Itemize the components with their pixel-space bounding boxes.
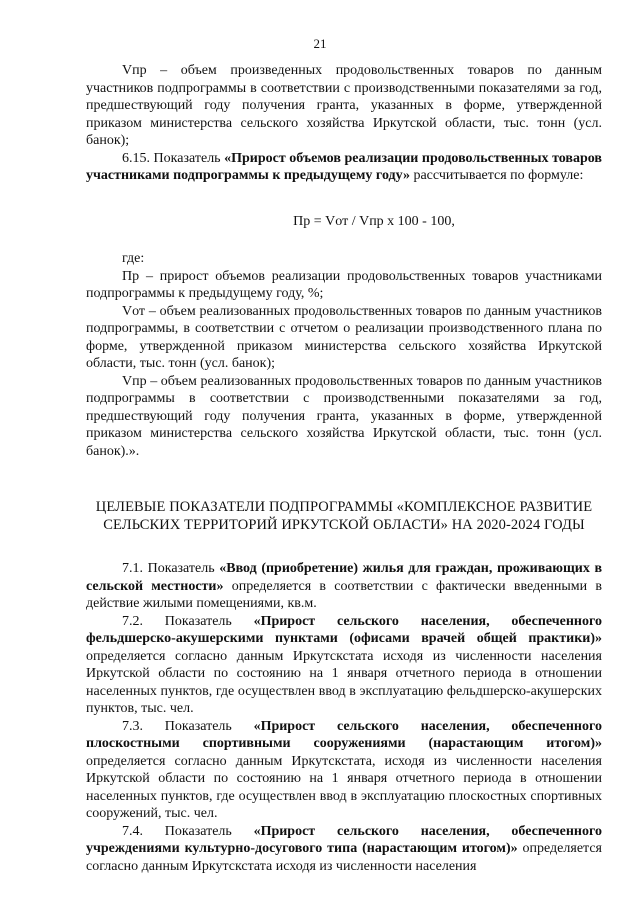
section-heading: ЦЕЛЕВЫЕ ПОКАЗАТЕЛИ ПОДПРОГРАММЫ «КОМПЛЕКСНОЕ РАЗВИТИЕ СЕЛЬСКИХ ТЕРРИТОРИЙ ИРКУТСКОЙ ОБЛАСТИ» НА 2020-2024 ГОДЫ bbox=[95, 499, 593, 533]
definition-vot: Vот – объем реализованных продовольственных товаров по данным участников подпрограммы, в соответствии с отчетом о реализации производственного плана по форме, утвержденной приказом министерства сельского хозяйства Иркутской области, тыс. тонн (усл. банок); bbox=[86, 303, 602, 371]
item-7-4 bbox=[86, 823, 602, 876]
definition-vpr: Vпр – объем реализованных продовольственных товаров по данным участников подпрограммы в соответствии с производственными показателями за год, предшествующий году получения гранта, указанных в форме, утвержденной приказом министерства сельского хозяйства Иркутской области, тыс. тонн (усл. банок).». bbox=[86, 373, 602, 459]
item-7-2-title: «Прирост сельского населения, обеспеченного фельдшерско-акушерскими пунктами (офисами врачей общей практики)» bbox=[86, 613, 603, 646]
item-7-4-prefix: 7.4. Показатель bbox=[122, 823, 254, 839]
formula: Пр = Vот / Vпр x 100 - 100, bbox=[293, 213, 455, 229]
item-7-1-title: «Ввод (приобретение) жилья для граждан, проживающих в сельской местности» bbox=[86, 561, 603, 594]
item-7-4-title: «Прирост сельского населения, обеспеченного учреждениями культурно-досугового типа (нарастающим итогом)» bbox=[86, 823, 603, 856]
where-label: где: bbox=[122, 251, 145, 266]
item-7-1 bbox=[86, 560, 602, 613]
item-7-4-suffix: определяется согласно данным Иркутскстата исходя из численности населения bbox=[86, 841, 602, 874]
item-7-3-prefix: 7.3. Показатель bbox=[122, 718, 254, 734]
item-7-2 bbox=[86, 613, 602, 718]
item-6-15-suffix: рассчитывается по формуле: bbox=[409, 168, 584, 183]
item-7-1-suffix: определяется в соответствии с фактически введенными в действие жилыми помещениями, кв.м. bbox=[86, 578, 602, 611]
item-7-2-prefix: 7.2. Показатель bbox=[122, 613, 254, 629]
item-6-15-prefix: 6.15. Показатель bbox=[122, 150, 225, 166]
item-7-3-suffix: определяется согласно данным Иркутскстата, исходя из численности населения Иркутской области по состоянию на 1 января отчетного периода в отношении населенных пунктов, где осуществлен ввод в эксплуатацию плоскостных спортивных сооружений, тыс. чел. bbox=[86, 753, 602, 821]
item-6-15-title: «Прирост объемов реализации продовольственных товаров участниками подпрограммы к предыдущему году» bbox=[86, 150, 602, 183]
page-number: 21 bbox=[313, 36, 327, 51]
item-7-2-suffix: определяется согласно данным Иркутскстата исходя из численности населения Иркутской области по состоянию на 1 января отчетного периода в отношении населенных пунктов, где осуществлен ввод в эксплуатацию фельдшерско-акушерских пунктов, тыс. чел. bbox=[86, 648, 602, 716]
item-7-3-title: «Прирост сельского населения, обеспеченного плоскостными спортивными сооружениями (нарастающим итогом)» bbox=[86, 718, 603, 751]
document-body bbox=[86, 62, 602, 875]
item-6-15 bbox=[86, 150, 602, 185]
definition-pr: Пр – прирост объемов реализации продовольственных товаров участниками подпрограммы к предыдущему году, %; bbox=[86, 268, 602, 301]
definition-vpr-produced: Vпр – объем произведенных продовольственных товаров по данным участников подпрограммы в соответствии с производственными показателями за год, предшествующий году получения гранта, указанных в форме, утвержденной приказом министерства сельского хозяйства Иркутской области, тыс. тонн (усл. банок); bbox=[86, 63, 602, 148]
item-7-1-prefix: 7.1. Показатель bbox=[122, 561, 220, 576]
item-7-3 bbox=[86, 718, 602, 823]
